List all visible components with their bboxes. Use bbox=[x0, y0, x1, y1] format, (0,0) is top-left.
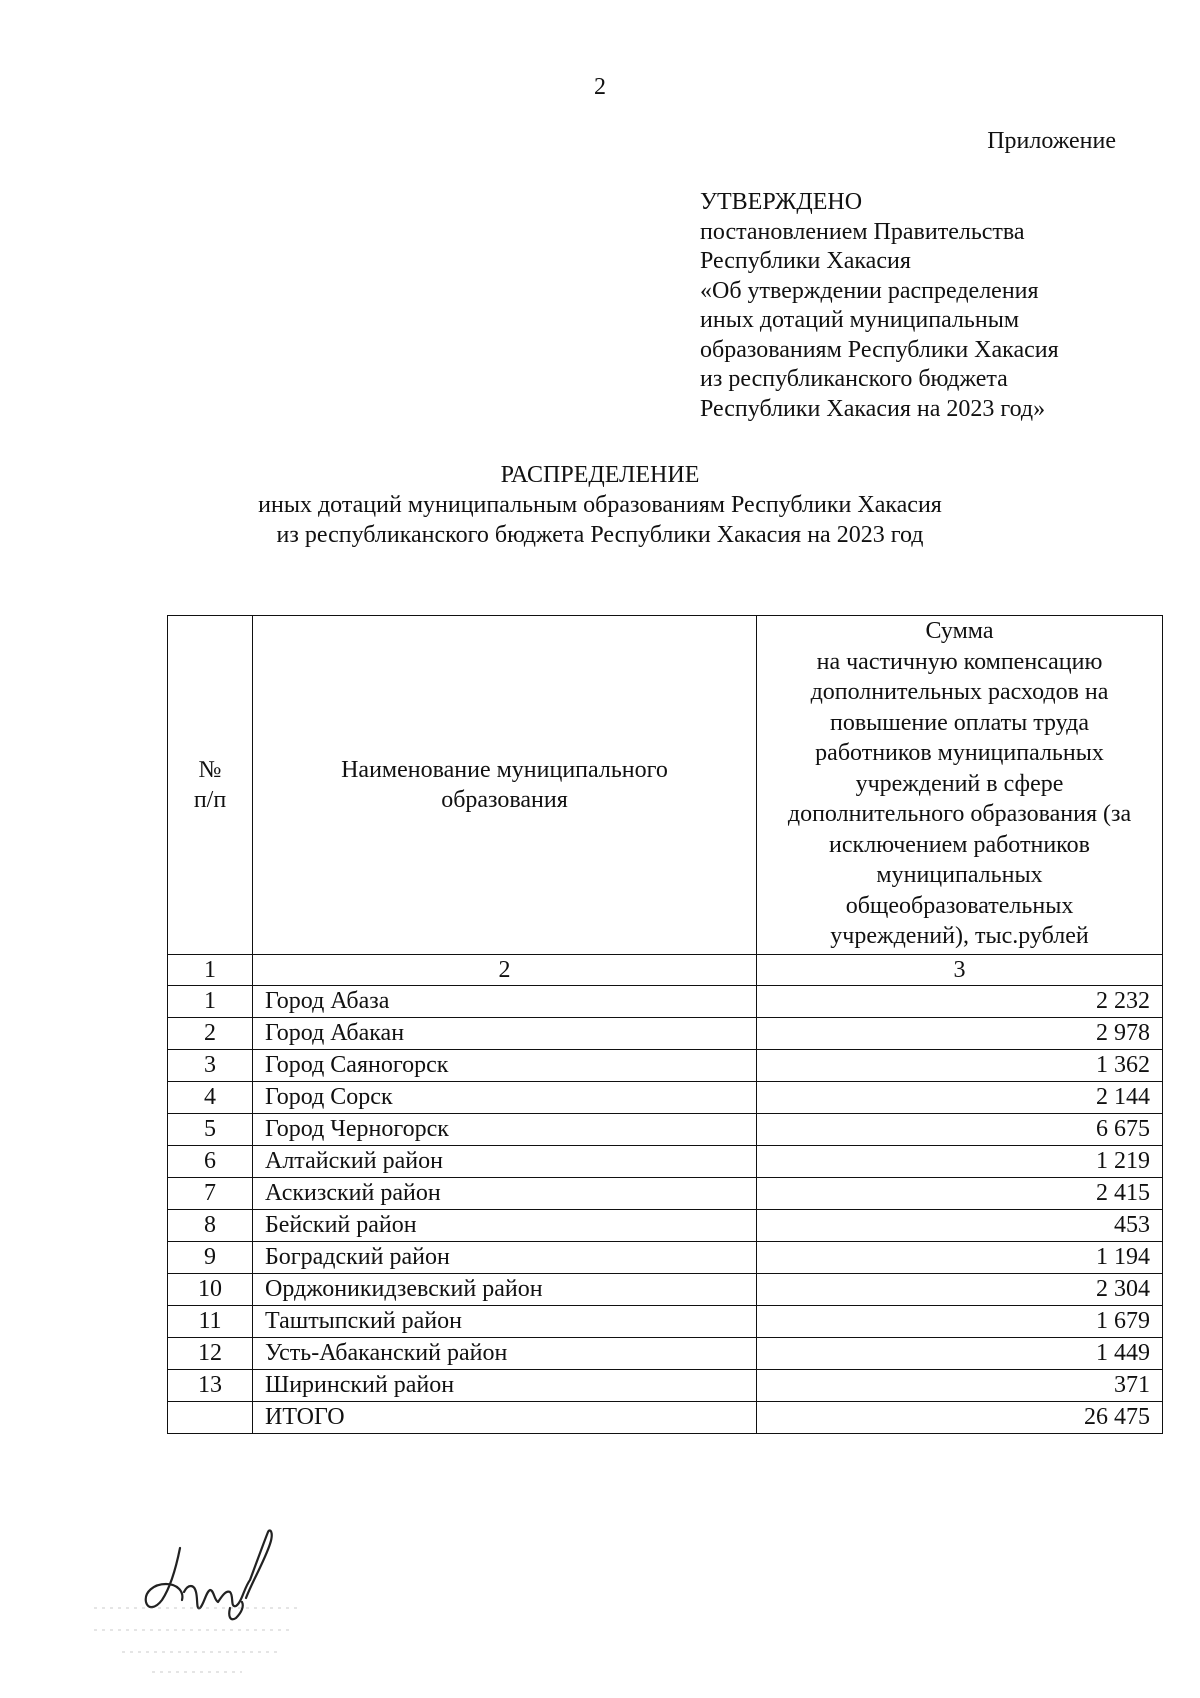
title-heading: РАСПРЕДЕЛЕНИЕ bbox=[500, 462, 700, 488]
table-row bbox=[168, 1370, 1163, 1402]
row-number: 4 bbox=[168, 1082, 253, 1114]
approval-line: Республики Хакасия на 2023 год» bbox=[700, 395, 1046, 422]
header-text: образования bbox=[441, 787, 568, 813]
header-text: учреждений), тыс.рублей bbox=[830, 923, 1089, 949]
amount: 1 449 bbox=[757, 1338, 1163, 1370]
header-text: работников муниципальных bbox=[815, 740, 1104, 766]
column-number: 3 bbox=[757, 955, 1163, 986]
municipality-name: Город Черногорск bbox=[253, 1114, 757, 1146]
amount: 2 415 bbox=[757, 1178, 1163, 1210]
header-amount bbox=[757, 616, 1163, 955]
table-row bbox=[168, 1050, 1163, 1082]
municipality-name: Алтайский район bbox=[253, 1146, 757, 1178]
column-number-row bbox=[168, 955, 1163, 986]
approval-line: из республиканского бюджета bbox=[700, 366, 1008, 392]
amount: 453 bbox=[757, 1210, 1163, 1242]
table-header-row bbox=[168, 616, 1163, 955]
row-number: 11 bbox=[168, 1306, 253, 1338]
approval-line: иных дотаций муниципальным bbox=[700, 307, 1020, 333]
amount: 2 304 bbox=[757, 1274, 1163, 1306]
approval-line: образованиям Республики Хакасия bbox=[700, 336, 1059, 363]
approval-line: УТВЕРЖДЕНО bbox=[700, 189, 863, 215]
table-row bbox=[168, 1114, 1163, 1146]
total-number bbox=[168, 1402, 253, 1434]
amount: 2 232 bbox=[757, 986, 1163, 1018]
municipality-name: Ширинский район bbox=[253, 1370, 757, 1402]
municipality-name: Город Абаза bbox=[253, 986, 757, 1018]
table-row bbox=[168, 1146, 1163, 1178]
municipality-name: Город Сорск bbox=[253, 1082, 757, 1114]
amount: 1 362 bbox=[757, 1050, 1163, 1082]
municipality-name: Город Саяногорск bbox=[253, 1050, 757, 1082]
row-number: 7 bbox=[168, 1178, 253, 1210]
row-number: 10 bbox=[168, 1274, 253, 1306]
municipality-name: Усть-Абаканский район bbox=[253, 1338, 757, 1370]
amount: 2 978 bbox=[757, 1018, 1163, 1050]
table-row bbox=[168, 1082, 1163, 1114]
amount: 1 679 bbox=[757, 1306, 1163, 1338]
approval-block bbox=[700, 188, 1059, 424]
amount: 1 194 bbox=[757, 1242, 1163, 1274]
total-label: ИТОГО bbox=[253, 1402, 757, 1434]
table-row bbox=[168, 1178, 1163, 1210]
municipality-name: Таштыпский район bbox=[253, 1306, 757, 1338]
header-text: учреждений в сфере bbox=[855, 770, 1064, 797]
row-number: 1 bbox=[168, 986, 253, 1018]
approval-line: «Об утверждении распределения bbox=[700, 277, 1039, 304]
municipality-name: Аскизский район bbox=[253, 1178, 757, 1210]
amount: 371 bbox=[757, 1370, 1163, 1402]
header-text: п/п bbox=[193, 787, 227, 813]
header-text: дополнительных расходов на bbox=[810, 679, 1109, 705]
municipality-name: Боградский район bbox=[253, 1242, 757, 1274]
table-row bbox=[168, 1338, 1163, 1370]
row-number: 12 bbox=[168, 1338, 253, 1370]
table-row bbox=[168, 986, 1163, 1018]
approval-line: постановлением Правительства bbox=[700, 218, 1025, 245]
header-text: повышение оплаты труда bbox=[829, 709, 1090, 736]
title-line: иных дотаций муниципальным образованиям Республики Хакасия bbox=[258, 492, 942, 518]
municipality-name: Орджоникидзевский район bbox=[253, 1274, 757, 1306]
distribution-table bbox=[167, 615, 1163, 1434]
row-number: 2 bbox=[168, 1018, 253, 1050]
header-text: дополнительного образования (за bbox=[787, 801, 1132, 827]
row-number: 5 bbox=[168, 1114, 253, 1146]
row-number: 6 bbox=[168, 1146, 253, 1178]
header-text: муниципальных bbox=[876, 862, 1043, 888]
table-row bbox=[168, 1306, 1163, 1338]
header-name bbox=[253, 616, 757, 955]
column-number: 2 bbox=[253, 955, 757, 986]
header-number bbox=[168, 616, 253, 955]
table-row bbox=[168, 1210, 1163, 1242]
appendix-label: Приложение bbox=[987, 128, 1116, 154]
amount: 2 144 bbox=[757, 1082, 1163, 1114]
document-title bbox=[0, 460, 1200, 550]
row-number: 3 bbox=[168, 1050, 253, 1082]
table-row bbox=[168, 1274, 1163, 1306]
faded-stamp bbox=[92, 1590, 312, 1685]
row-number: 9 bbox=[168, 1242, 253, 1274]
header-text: исключением работников bbox=[829, 831, 1090, 858]
header-text: № bbox=[198, 757, 222, 783]
column-number: 1 bbox=[168, 955, 253, 986]
approval-line: Республики Хакасия bbox=[700, 248, 911, 274]
amount: 1 219 bbox=[757, 1146, 1163, 1178]
municipality-name: Город Абакан bbox=[253, 1018, 757, 1050]
total-row bbox=[168, 1402, 1163, 1434]
row-number: 8 bbox=[168, 1210, 253, 1242]
page-number: 2 bbox=[594, 74, 606, 100]
title-line: из республиканского бюджета Республики Хакасия на 2023 год bbox=[276, 522, 924, 548]
header-text: Сумма bbox=[925, 618, 994, 644]
row-number: 13 bbox=[168, 1370, 253, 1402]
municipality-name: Бейский район bbox=[253, 1210, 757, 1242]
header-text: Наименование муниципального bbox=[341, 757, 668, 783]
header-text: общеобразовательных bbox=[845, 892, 1074, 919]
table-row bbox=[168, 1242, 1163, 1274]
table-row bbox=[168, 1018, 1163, 1050]
total-amount: 26 475 bbox=[757, 1402, 1163, 1434]
amount: 6 675 bbox=[757, 1114, 1163, 1146]
header-text: на частичную компенсацию bbox=[816, 648, 1103, 675]
